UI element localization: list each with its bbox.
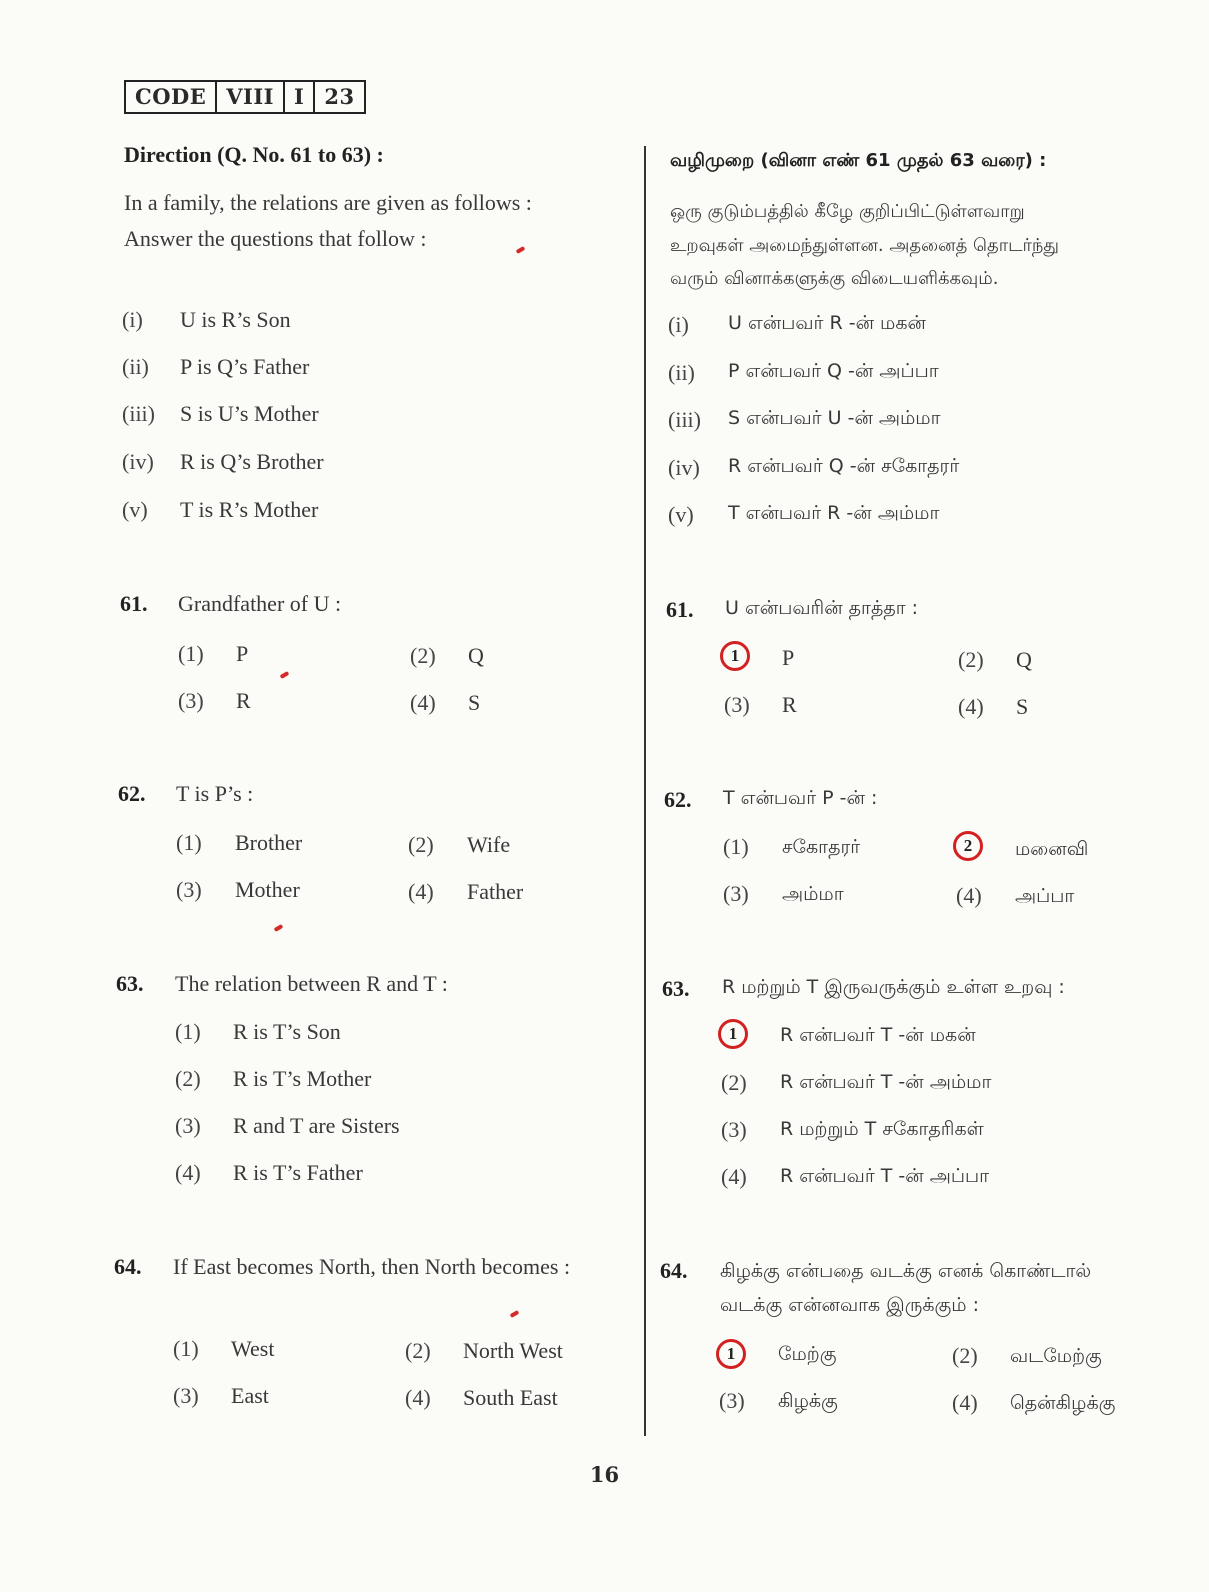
- ta-relation-text: U என்பவர் R -ன் மகன்: [728, 312, 926, 334]
- red-pen-mark: [516, 246, 526, 254]
- ta-q61-text: U என்பவரின் தாத்தா :: [725, 597, 919, 619]
- en-q61-text: Grandfather of U :: [178, 591, 342, 616]
- ta-q63-opt1: R என்பவர் T -ன் மகன்: [780, 1024, 976, 1046]
- ta-q64-opt3: கிழக்கு: [778, 1390, 838, 1412]
- en-q64-number: 64.: [114, 1254, 142, 1279]
- en-q63-opt3: R and T are Sisters: [233, 1113, 400, 1138]
- ta-q61-opt2-num: (2): [958, 647, 984, 672]
- ta-q64-opt3-num: (3): [719, 1388, 745, 1413]
- answer-circle-icon: 1: [718, 1019, 748, 1049]
- en-q61-number: 61.: [120, 591, 148, 616]
- en-q63-opt4: R is T’s Father: [233, 1160, 363, 1185]
- ta-q64-opt2-num: (2): [952, 1343, 978, 1368]
- ta-q63-opt4: R என்பவர் T -ன் அப்பா: [780, 1165, 990, 1187]
- ta-intro-line1: ஒரு குடும்பத்தில் கீழே குறிப்பிட்டுள்ளவாறு: [670, 201, 1025, 222]
- en-q64-text: If East becomes North, then North becomes :: [173, 1254, 571, 1279]
- en-q64-opt3-num: (3): [173, 1383, 199, 1408]
- en-relation-num: (iii): [122, 401, 155, 426]
- en-q64-opt2-num: (2): [405, 1338, 431, 1363]
- red-pen-mark: [280, 671, 290, 679]
- ta-q62-opt4: அப்பா: [1015, 885, 1075, 907]
- en-q63-opt1: R is T’s Son: [233, 1019, 341, 1044]
- red-pen-mark: [274, 924, 284, 932]
- ta-q64-opt1: மேற்கு: [778, 1343, 837, 1365]
- ta-q62-number: 62.: [664, 787, 692, 812]
- ta-direction-title: வழிமுறை (வினா எண் 61 முதல் 63 வரை) :: [670, 150, 1047, 171]
- en-q61-opt3-num: (3): [178, 688, 204, 713]
- en-q61-opt2-num: (2): [410, 643, 436, 668]
- en-q63-number: 63.: [116, 971, 144, 996]
- en-intro-line2: Answer the questions that follow :: [124, 226, 427, 251]
- ta-q63-opt3-num: (3): [721, 1117, 747, 1142]
- en-q64-opt2: North West: [463, 1338, 563, 1363]
- ta-q62-text: T என்பவர் P -ன் :: [723, 787, 878, 809]
- ta-intro-line2: உறவுகள் அமைந்துள்ளன. அதனைத் தொடர்ந்து: [670, 235, 1060, 256]
- ta-relation-num: (iii): [668, 407, 701, 432]
- en-q62-opt2: Wife: [467, 832, 511, 857]
- en-q63-opt3-num: (3): [175, 1113, 201, 1138]
- ta-q63-number: 63.: [662, 976, 690, 1001]
- en-q63-opt2: R is T’s Mother: [233, 1066, 372, 1091]
- ta-q64-text-line2: வடக்கு என்னவாக இருக்கும் :: [720, 1294, 979, 1316]
- answer-circle-icon: 1: [720, 641, 750, 671]
- ta-q63-opt2-num: (2): [721, 1070, 747, 1095]
- ta-relation-text: S என்பவர் U -ன் அம்மா: [728, 407, 941, 429]
- ta-relation-text: R என்பவர் Q -ன் சகோதரர்: [728, 455, 960, 477]
- en-q62-opt4: Father: [467, 879, 524, 904]
- en-relation-num: (iv): [122, 449, 154, 474]
- code-number: 23: [324, 84, 355, 109]
- en-q64-opt1-num: (1): [173, 1336, 199, 1361]
- ta-q62-opt1-num: (1): [723, 834, 749, 859]
- ta-q62-opt2-circled: [957, 831, 983, 861]
- page-number: 16: [589, 1462, 620, 1487]
- ta-q62-opt2: மனைவி: [1015, 838, 1089, 860]
- ta-relation-text: T என்பவர் R -ன் அம்மா: [728, 502, 940, 524]
- en-relation-num: (i): [122, 307, 143, 332]
- ta-q61-opt4-num: (4): [958, 694, 984, 719]
- ta-q63-opt4-num: (4): [721, 1164, 747, 1189]
- en-q61-opt1-num: (1): [178, 641, 204, 666]
- en-q61-opt4: S: [468, 690, 481, 715]
- ta-q61-opt2: Q: [1016, 647, 1032, 672]
- en-q64-opt4: South East: [463, 1385, 558, 1410]
- en-q63-opt1-num: (1): [175, 1019, 201, 1044]
- en-relation-num: (v): [122, 497, 148, 522]
- en-q62-opt4-num: (4): [408, 879, 434, 904]
- ta-q62-opt3: அம்மா: [782, 883, 844, 905]
- en-q62-opt1: Brother: [235, 830, 303, 855]
- en-direction-title: Direction (Q. No. 61 to 63) :: [124, 142, 384, 167]
- en-q62-text: T is P’s :: [176, 781, 254, 806]
- code-label: CODE: [126, 82, 217, 112]
- answer-circle-icon: 1: [716, 1339, 746, 1369]
- en-relation-text: P is Q’s Father: [180, 354, 310, 379]
- ta-intro-line3: வரும் வினாக்களுக்கு விடையளிக்கவும்.: [670, 268, 999, 289]
- en-q61-opt4-num: (4): [410, 690, 436, 715]
- en-q62-opt3: Mother: [235, 877, 300, 902]
- en-q62-number: 62.: [118, 781, 146, 806]
- ta-q62-opt4-num: (4): [956, 883, 982, 908]
- ta-q64-opt4-num: (4): [952, 1390, 978, 1415]
- ta-relation-num: (v): [668, 502, 694, 527]
- en-relation-num: (ii): [122, 354, 149, 379]
- ta-q63-opt3: R மற்றும் T சகோதரிகள்: [780, 1118, 984, 1140]
- en-intro-line1: In a family, the relations are given as follows :: [124, 190, 532, 215]
- ta-q64-opt2: வடமேற்கு: [1010, 1345, 1102, 1367]
- en-q63-opt2-num: (2): [175, 1066, 201, 1091]
- code-paper: I: [285, 82, 315, 112]
- ta-q61-opt1-circled: [724, 641, 750, 671]
- en-q62-opt2-num: (2): [408, 832, 434, 857]
- en-relation-text: S is U’s Mother: [180, 401, 319, 426]
- ta-q61-opt3: R: [782, 692, 797, 717]
- answer-circle-icon: 2: [953, 831, 983, 861]
- code-box: [124, 80, 366, 114]
- ta-relation-num: (i): [668, 312, 689, 337]
- ta-relation-num: (iv): [668, 455, 700, 480]
- en-q63-text: The relation between R and T :: [175, 971, 448, 996]
- code-class: VIII: [217, 82, 285, 112]
- ta-q61-opt3-num: (3): [724, 692, 750, 717]
- ta-relation-text: P என்பவர் Q -ன் அப்பா: [728, 360, 939, 382]
- ta-q61-number: 61.: [666, 597, 694, 622]
- ta-relation-num: (ii): [668, 360, 695, 385]
- en-q61-opt3: R: [236, 688, 251, 713]
- en-relation-text: R is Q’s Brother: [180, 449, 324, 474]
- column-divider: [644, 146, 646, 1436]
- red-pen-mark: [510, 1310, 520, 1318]
- en-relation-text: U is R’s Son: [180, 307, 291, 332]
- ta-q62-opt3-num: (3): [723, 881, 749, 906]
- ta-q63-opt2: R என்பவர் T -ன் அம்மா: [780, 1071, 992, 1093]
- ta-q61-opt4: S: [1016, 694, 1029, 719]
- en-q61-opt2: Q: [468, 643, 484, 668]
- en-q61-opt1: P: [236, 641, 249, 666]
- en-q64-opt3: East: [231, 1383, 269, 1408]
- ta-q64-opt1-circled: [720, 1339, 746, 1369]
- en-q64-opt1: West: [231, 1336, 275, 1361]
- ta-q63-text: R மற்றும் T இருவருக்கும் உள்ள உறவு :: [722, 976, 1065, 998]
- en-relation-text: T is R’s Mother: [180, 497, 319, 522]
- ta-q64-text-line1: கிழக்கு என்பதை வடக்கு எனக் கொண்டால்: [720, 1260, 1092, 1282]
- en-q64-opt4-num: (4): [405, 1385, 431, 1410]
- ta-q64-number: 64.: [660, 1258, 688, 1283]
- en-q62-opt3-num: (3): [176, 877, 202, 902]
- ta-q64-opt4: தென்கிழக்கு: [1010, 1392, 1116, 1414]
- ta-q61-opt1: P: [782, 645, 795, 670]
- en-q63-opt4-num: (4): [175, 1160, 201, 1185]
- ta-q63-opt1-circled: [722, 1019, 748, 1049]
- en-q62-opt1-num: (1): [176, 830, 202, 855]
- ta-q62-opt1: சகோதரர்: [782, 836, 861, 858]
